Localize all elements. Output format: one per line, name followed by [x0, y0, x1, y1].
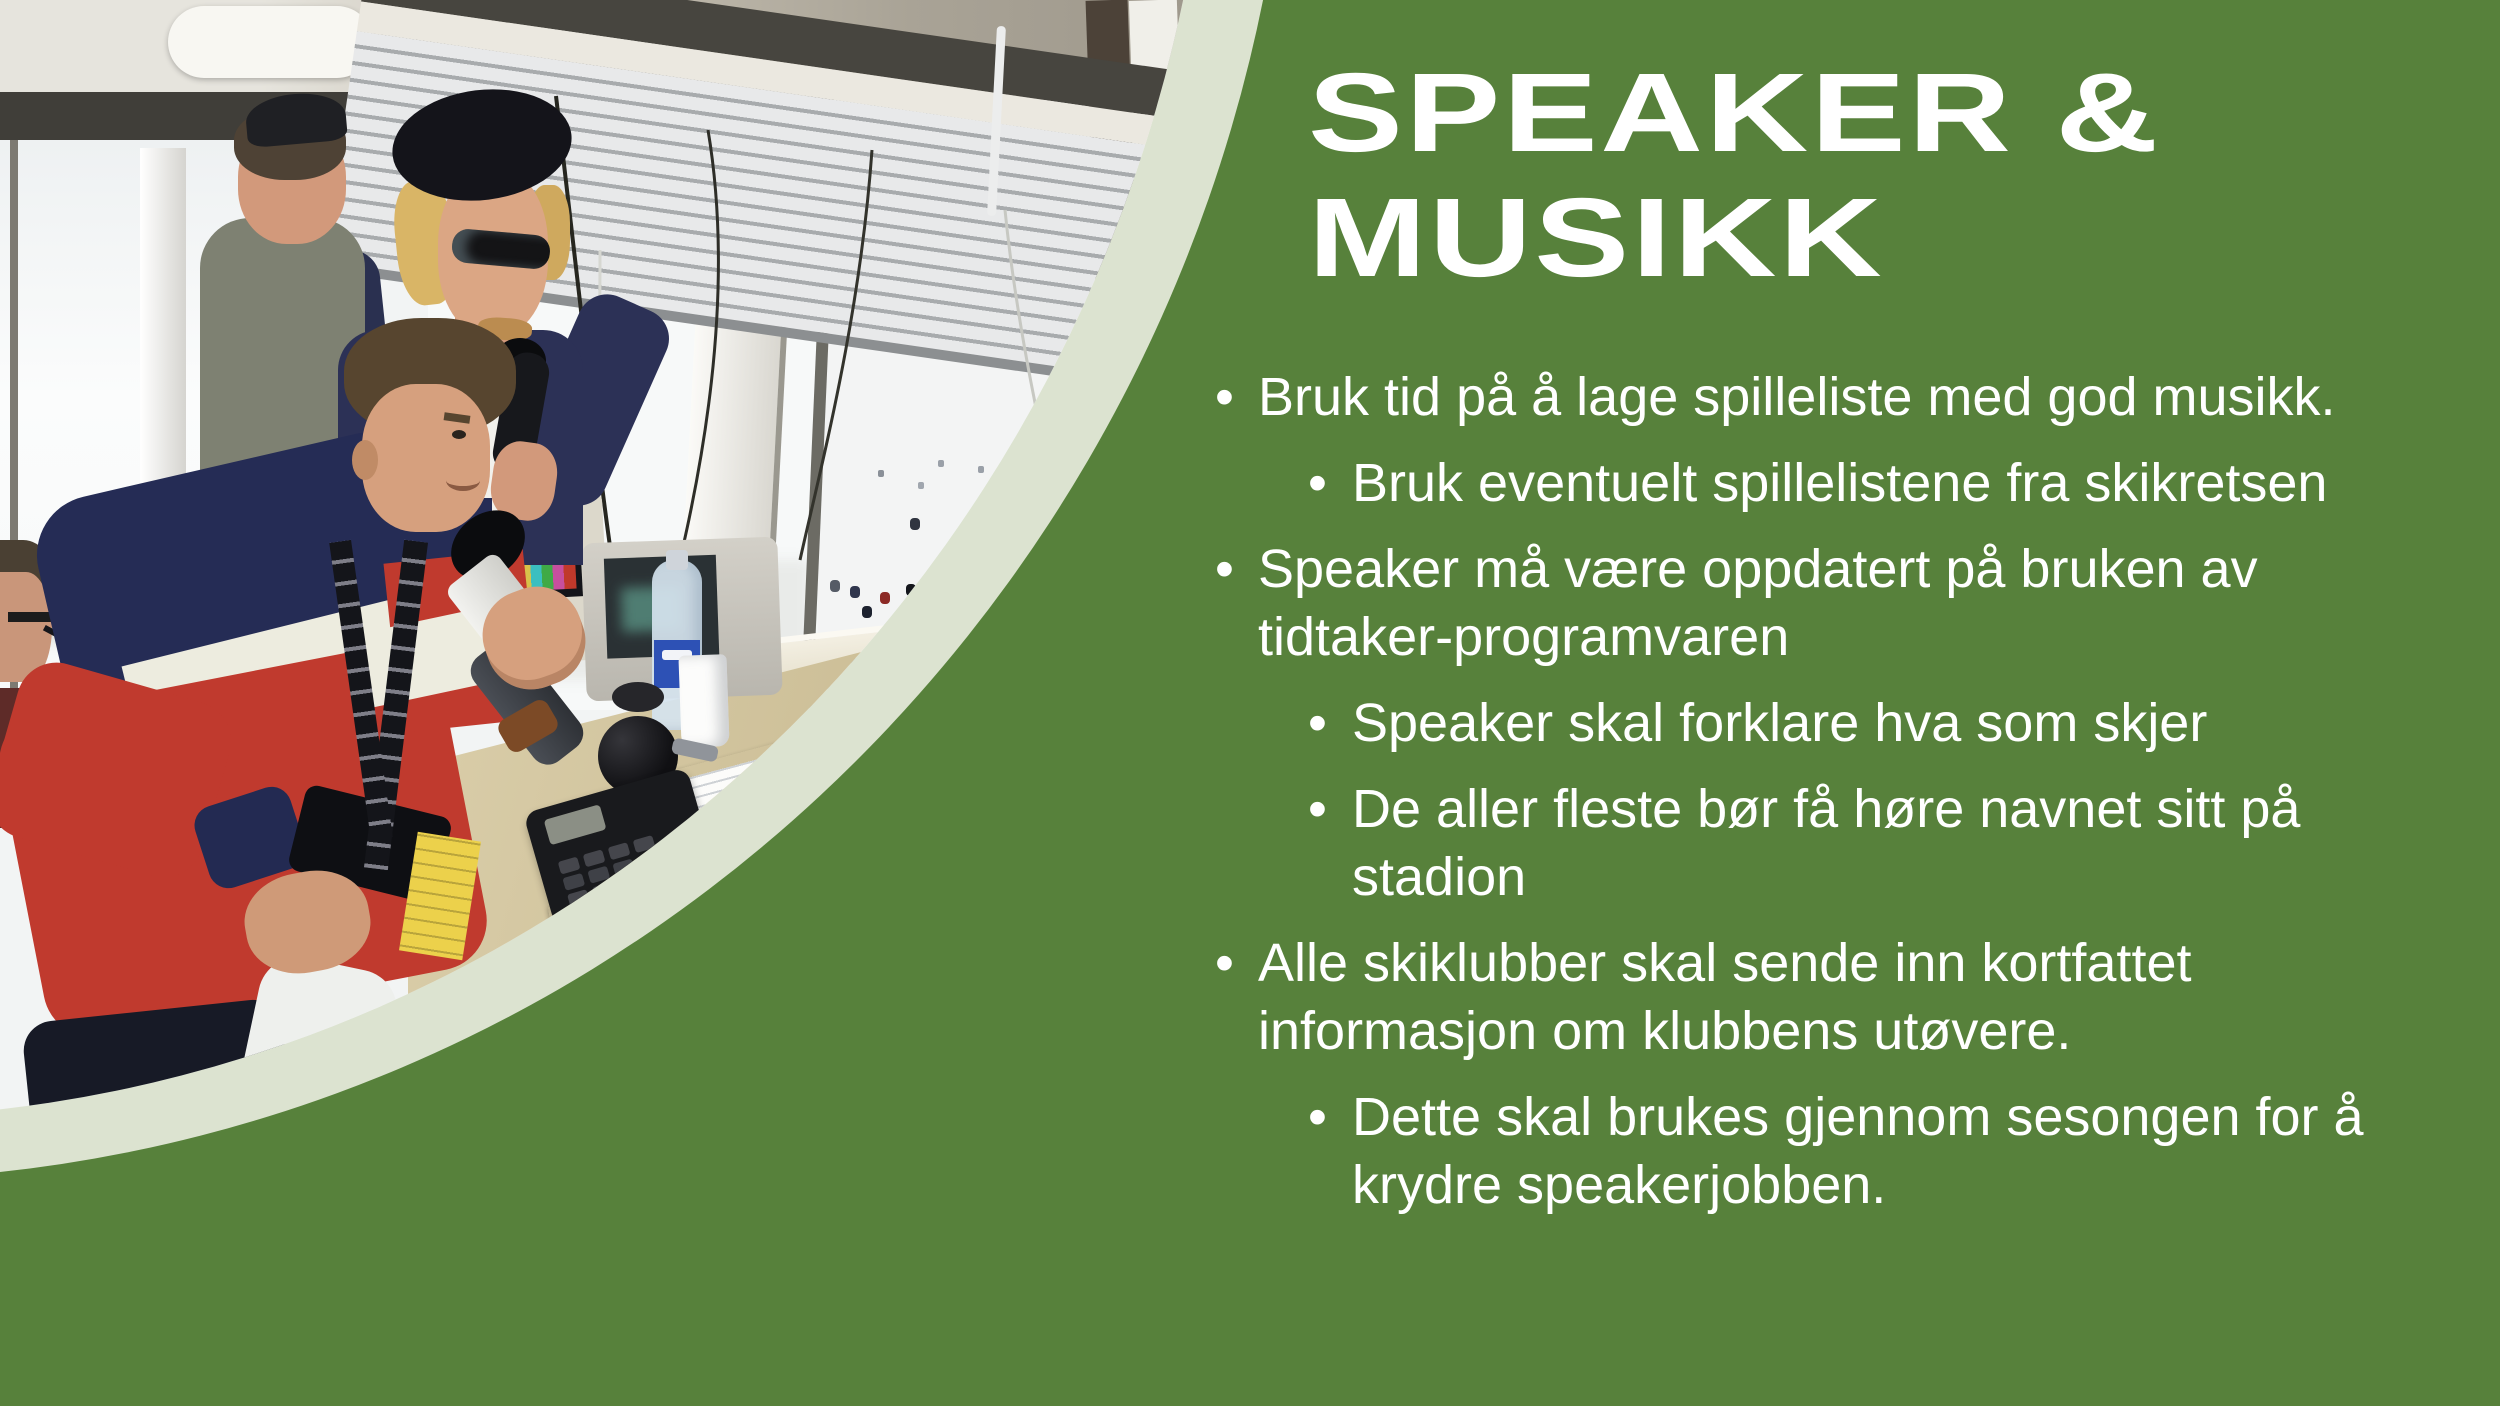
bullet-text: Speaker må være oppdatert på bruken av tidtaker-programvaren — [1258, 539, 2258, 667]
main-man-eye — [452, 430, 466, 439]
bullet-text: Alle skiklubber skal sende inn kortfattet informasjon om klubbens utøvere. — [1258, 933, 2192, 1061]
bullet-text: Bruk eventuelt spillelistene fra skikretsen — [1352, 453, 2328, 513]
main-man-smile — [446, 470, 480, 491]
bullet-text: De aller fleste bør få høre navnet sitt på stadion — [1352, 779, 2301, 907]
bullet-dot: • — [1215, 367, 1234, 427]
bullet-item — [1215, 535, 2450, 671]
bullet-dot: • — [1215, 539, 1234, 599]
bullet-item — [1215, 363, 2450, 431]
bullet-text: Speaker skal forklare hva som skjer — [1352, 693, 2208, 753]
title-line-1: SPEAKER & — [1308, 50, 2161, 175]
bullet-dot: • — [1308, 779, 1327, 839]
yellow-header-chip — [574, 968, 637, 1003]
booth-photo — [0, 0, 1214, 1118]
slide-title — [1308, 50, 2161, 300]
tape-roll — [612, 682, 664, 712]
bullet-item — [1308, 449, 2450, 517]
paper-cup — [678, 654, 729, 748]
left-man-glasses — [8, 612, 52, 622]
black-header-chip — [637, 958, 700, 993]
phone-keys — [558, 857, 581, 875]
main-man-ear — [352, 440, 378, 480]
bullet-dot: • — [1308, 453, 1327, 513]
main-man-face — [362, 384, 490, 532]
phone-display — [544, 804, 607, 845]
bullet-dot: • — [1308, 693, 1327, 753]
bottle-cap — [666, 550, 688, 570]
bullet-item — [1308, 775, 2450, 911]
bullet-dot: • — [1308, 1087, 1327, 1147]
bullet-text: Dette skal brukes gjennom sesongen for å krydre speakerjobben. — [1352, 1087, 2364, 1215]
bullet-list — [1215, 363, 2450, 1219]
photo-ellipse-mask — [0, 0, 1214, 1118]
bullet-item — [1215, 929, 2450, 1065]
title-line-2: MUSIKK — [1308, 175, 1885, 300]
bullet-text: Bruk tid på å lage spilleliste med god musikk. — [1258, 367, 2336, 427]
bullet-item — [1308, 689, 2450, 757]
bullet-dot: • — [1215, 933, 1234, 993]
bullet-item — [1308, 1083, 2450, 1219]
